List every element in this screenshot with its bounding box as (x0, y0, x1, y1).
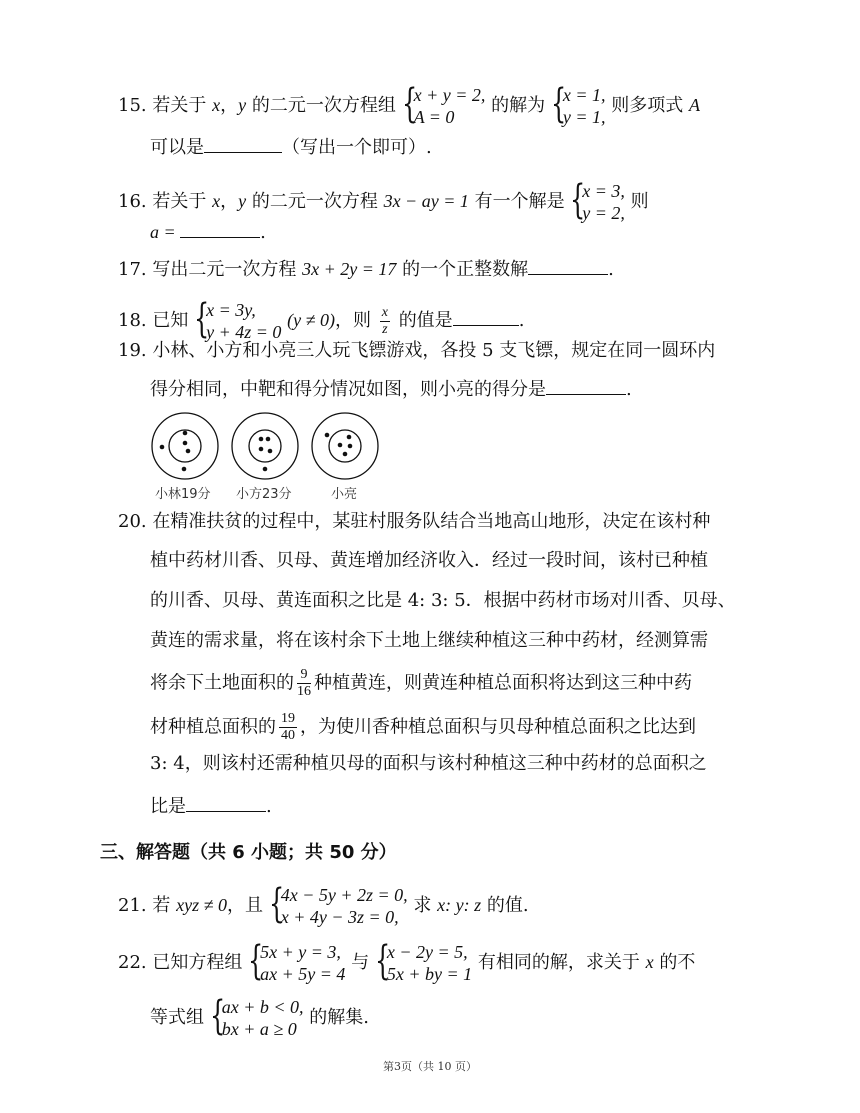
question-17: 17. 写出二元一次方程 3x + 2y = 17 的一个正整数解 . (118, 259, 614, 280)
question-number: 15. (118, 95, 147, 116)
question-22-line2: 等式组 { ax + b < 0, bx + a ≥ 0 的解集. (150, 993, 369, 1039)
question-number: 16. (118, 191, 147, 212)
question-number: 19. (118, 340, 147, 361)
dartboard-xiaofang (230, 411, 300, 481)
section-heading: 三、解答题（共 6 小题；共 50 分） (100, 842, 397, 863)
equation-system-1: { 5x + y = 3, ax + 5y = 4 (248, 938, 346, 984)
question-number: 20. (118, 511, 147, 532)
question-16-line2: a = . (150, 222, 266, 243)
dartboard-xiaoliang (310, 411, 380, 481)
equation-system: { 4x − 5y + 2z = 0, x + 4y − 3z = 0, (268, 881, 408, 927)
fraction-9-16: $\frac{9}{16}$ (297, 667, 311, 699)
question-19-line2: 得分相同，中靶和得分情况如图，则小亮的得分是 . (150, 379, 632, 400)
answer-blank[interactable] (546, 378, 626, 395)
question-number: 22. (118, 952, 147, 973)
question-number: 17. (118, 259, 147, 280)
answer-blank[interactable] (186, 795, 266, 812)
solution-system: { x = 3, y = 2, (570, 177, 625, 223)
question-15: 15. 若关于 x，y 的二元一次方程组 { x + y = 2, A = 0 的解为 { x = 1, y = 1, 则多项式 A (118, 81, 700, 127)
question-16: 16. 若关于 x，y 的二元一次方程 3x − ay = 1 有一个解是 { x = 3, y = 2, 则 (118, 177, 649, 223)
question-20: 20. 在精准扶贫的过程中，某驻村服务队结合当地高山地形，决定在该村种 (118, 511, 711, 532)
label-xiaolin: 小林19分 (155, 487, 211, 502)
label-xiaofang: 小方23分 (236, 487, 292, 502)
answer-blank[interactable] (528, 258, 608, 275)
inequality-system: { ax + b < 0, bx + a ≥ 0 (209, 993, 304, 1039)
solution-system: { x = 1, y = 1, (550, 81, 606, 127)
label-xiaoliang: 小亮 (331, 487, 358, 502)
fraction-x-over-z: $\frac{x}{z}$ (381, 304, 388, 337)
question-18: 18. 已知 { x = 3y, y + 4z = 0 (y ≠ 0)，则 $\frac{x}{z}$ 的值是 . (118, 296, 525, 342)
page-footer: 第3页（共 10 页） (383, 1060, 477, 1073)
dartboard-figure (150, 411, 390, 501)
equation-system: { x = 3y, y + 4z = 0 (194, 296, 282, 342)
answer-blank[interactable] (453, 309, 519, 326)
fraction-19-40: $\frac{19}{40}$ (281, 711, 295, 743)
question-19: 19. 小林、小方和小亮三人玩飞镖游戏，各投 5 支飞镖，规定在同一圆环内 (118, 340, 716, 361)
answer-blank[interactable] (204, 136, 282, 153)
question-22: 22. 已知方程组 { 5x + y = 3, ax + 5y = 4 与 { x − 2y = 5, 5x + by = 1 有相同的解，求关于 x 的不 (118, 938, 696, 984)
question-number: 21. (118, 895, 147, 916)
question-15-line2: 可以是 （写出一个即可）. (150, 137, 432, 158)
question-21: 21. 若 xyz ≠ 0，且 { 4x − 5y + 2z = 0, x + 4y − 3z = 0, 求 x: y: z 的值. (118, 881, 529, 927)
equation-system-2: { x − 2y = 5, 5x + by = 1 (374, 938, 473, 984)
answer-blank[interactable] (180, 221, 260, 238)
question-number: 18. (118, 310, 147, 331)
dartboard-xiaolin (150, 411, 220, 481)
equation-system: { x + y = 2, A = 0 (401, 81, 486, 127)
